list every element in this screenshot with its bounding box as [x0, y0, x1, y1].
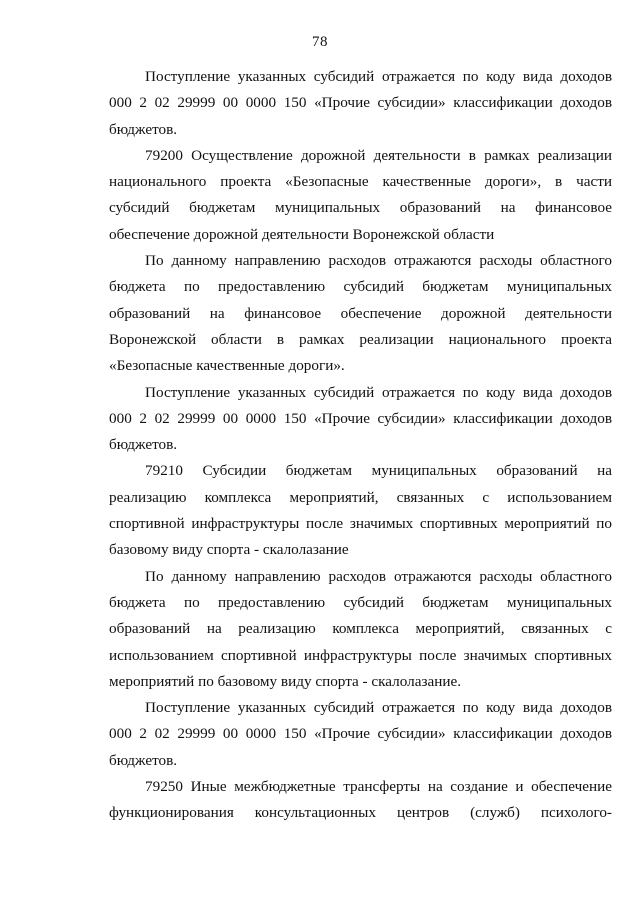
text-line: мероприятий по базовому виду спорта - скалолазание.: [109, 672, 462, 690]
text-line: субсидий бюджетам муниципальных образований на финансовое: [109, 199, 612, 217]
text-line: образований на реализацию комплекса мероприятий, связанных с: [109, 620, 612, 638]
paragraph: [109, 695, 612, 774]
paragraph: [109, 380, 612, 459]
paragraph: [109, 458, 612, 563]
text-line: бюджетов.: [109, 436, 178, 454]
text-line: 79210 Субсидии бюджетам муниципальных образований на: [145, 462, 612, 480]
text-line: функционирования консультационных центров (служб) психолого-: [109, 804, 612, 822]
text-line: Воронежской области в рамках реализации национального проекта: [109, 330, 612, 348]
text-line: обеспечение дорожной деятельности Воронежской области: [109, 225, 495, 243]
text-line: 000 2 02 29999 00 0000 150 «Прочие субсидии» классификации доходов: [109, 409, 612, 427]
text-line: 79250 Иные межбюджетные трансферты на создание и обеспечение: [145, 778, 612, 796]
paragraph: [109, 143, 612, 248]
text-line: реализацию комплекса мероприятий, связанных с использованием: [109, 488, 612, 506]
paragraph: [109, 564, 612, 695]
document-body: [109, 64, 612, 827]
text-line: бюджета по предоставлению субсидий бюджетам муниципальных: [109, 593, 612, 611]
text-line: бюджета по предоставлению субсидий бюджетам муниципальных: [109, 278, 612, 296]
page-number: 78: [312, 34, 328, 50]
text-line: бюджетов.: [109, 120, 178, 138]
text-line: образований на финансовое обеспечение дорожной деятельности: [109, 304, 612, 322]
text-line: Поступление указанных субсидий отражается по коду вида доходов: [145, 699, 612, 717]
text-line: По данному направлению расходов отражаются расходы областного: [145, 252, 612, 270]
text-line: «Безопасные качественные дороги».: [109, 357, 345, 375]
text-line: Поступление указанных субсидий отражается по коду вида доходов: [145, 383, 612, 401]
text-line: использованием спортивной инфраструктуры после значимых спортивных: [109, 646, 612, 664]
text-line: По данному направлению расходов отражаются расходы областного: [145, 567, 612, 585]
text-line: 000 2 02 29999 00 0000 150 «Прочие субсидии» классификации доходов: [109, 725, 612, 743]
text-line: национального проекта «Безопасные качественные дороги», в части: [109, 173, 612, 191]
text-line: Поступление указанных субсидий отражается по коду вида доходов: [145, 68, 612, 85]
text-line: 000 2 02 29999 00 0000 150 «Прочие субсидии» классификации доходов: [109, 94, 612, 112]
text-line: базовому виду спорта - скалолазание: [109, 541, 349, 559]
paragraph: [109, 248, 612, 379]
paragraph: [109, 774, 612, 827]
text-line: бюджетов.: [109, 751, 178, 769]
paragraph: [109, 64, 612, 143]
text-line: спортивной инфраструктуры после значимых спортивных мероприятий по: [109, 515, 612, 533]
text-line: 79200 Осуществление дорожной деятельности в рамках реализации: [145, 146, 612, 164]
